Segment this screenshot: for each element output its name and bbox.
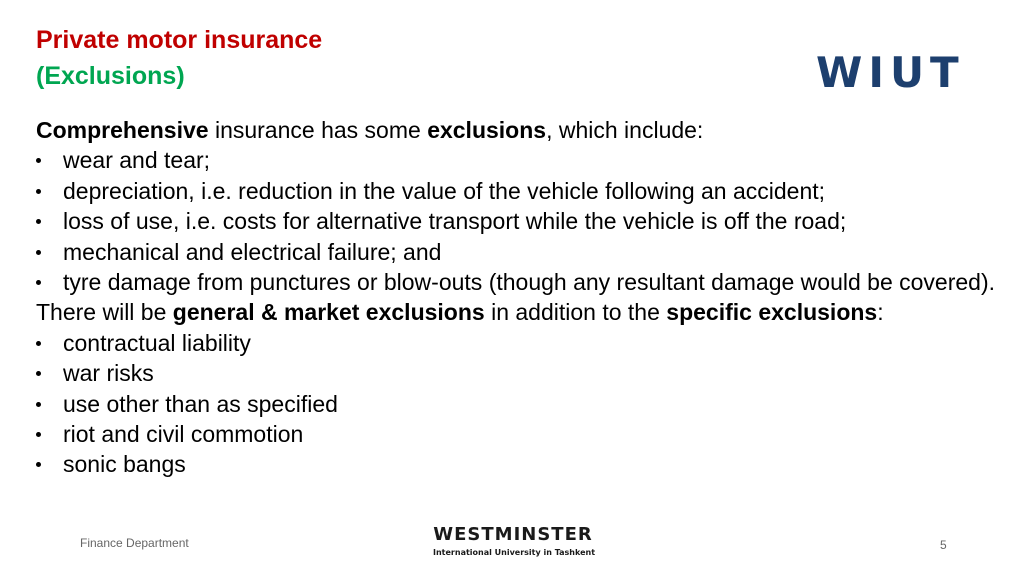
general-intro-text-2: in addition to the	[484, 299, 667, 326]
westminster-logo-sub: International University in Tashkent	[433, 548, 596, 557]
list-item-text: depreciation, i.e. reduction in the value of the vehicle following an accident;	[63, 177, 826, 204]
list-item-text: war risks	[63, 360, 154, 387]
intro-bold-comprehensive: Comprehensive	[36, 117, 209, 143]
list-item	[36, 237, 1011, 267]
westminster-logo-main: WESTMINSTER	[433, 524, 593, 545]
intro-text-2: , which include:	[546, 117, 704, 143]
bullet-icon	[36, 462, 41, 467]
westminster-logo	[433, 524, 596, 557]
comprehensive-exclusions-list	[36, 145, 1011, 297]
list-item-text: contractual liability	[63, 329, 251, 356]
list-item	[36, 267, 1011, 297]
slide-content	[36, 115, 1011, 480]
bullet-icon	[36, 341, 41, 346]
slide-title: Private motor insurance	[36, 26, 323, 54]
bullet-icon	[36, 189, 41, 194]
slide-subtitle: (Exclusions)	[36, 62, 185, 90]
list-item-text: wear and tear;	[63, 147, 211, 174]
bullet-icon	[36, 158, 41, 163]
list-item	[36, 206, 1011, 236]
list-item	[36, 145, 1011, 175]
bullet-icon	[36, 280, 41, 285]
list-item	[36, 449, 1011, 479]
general-intro-text-1: There will be	[36, 299, 173, 326]
bullet-icon	[36, 219, 41, 224]
list-item	[36, 176, 1011, 206]
bullet-icon	[36, 402, 41, 407]
general-intro-bold-specific: specific exclusions	[666, 299, 878, 326]
general-exclusions-intro	[36, 297, 1011, 327]
bullet-icon	[36, 371, 41, 376]
list-item	[36, 358, 1011, 388]
list-item-text: riot and civil commotion	[63, 421, 304, 448]
general-intro-text-3: :	[877, 299, 884, 326]
intro-text-1: insurance has some	[208, 117, 428, 143]
page-number: 5	[940, 538, 947, 552]
wiut-logo: WIUT	[816, 48, 965, 97]
list-item	[36, 419, 1011, 449]
comprehensive-intro	[36, 115, 1011, 145]
list-item-text: mechanical and electrical failure; and	[63, 238, 442, 265]
bullet-icon	[36, 250, 41, 255]
bullet-icon	[36, 432, 41, 437]
list-item-text: sonic bangs	[63, 451, 186, 478]
general-intro-bold-general: general & market exclusions	[172, 299, 485, 326]
general-exclusions-list	[36, 328, 1011, 480]
list-item-text: tyre damage from punctures or blow-outs (though any resultant damage would be covered).	[63, 269, 996, 296]
list-item-text: loss of use, i.e. costs for alternative transport while the vehicle is off the road;	[63, 208, 847, 235]
list-item	[36, 389, 1011, 419]
list-item-text: use other than as specified	[63, 390, 338, 417]
list-item	[36, 328, 1011, 358]
intro-bold-exclusions: exclusions	[427, 117, 547, 143]
footer-department: Finance Department	[80, 536, 189, 550]
